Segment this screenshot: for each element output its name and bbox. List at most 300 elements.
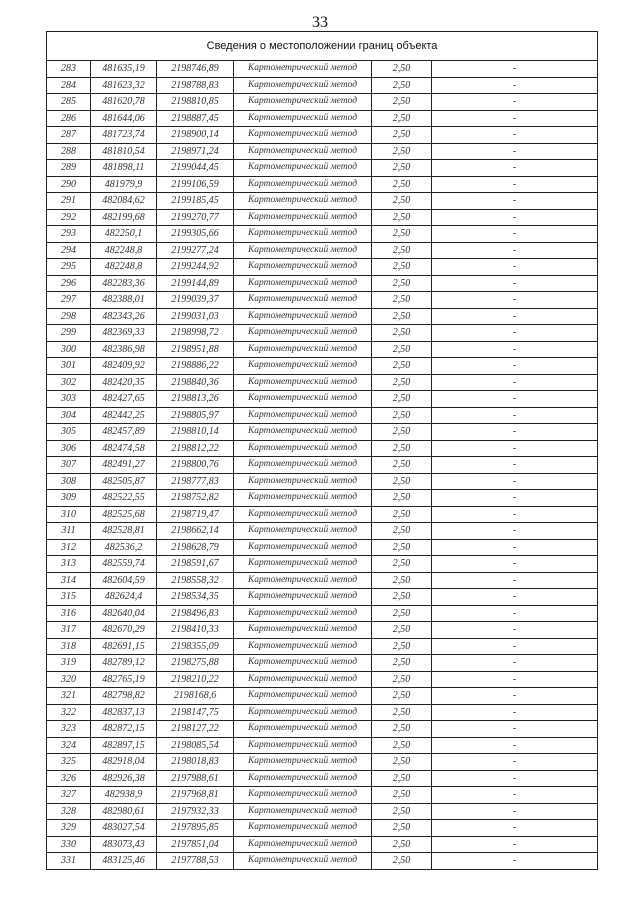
coordinate-x-cell: 482409,92 bbox=[91, 358, 157, 375]
table-row bbox=[47, 539, 598, 556]
method-cell: Картометрический метод bbox=[234, 325, 372, 342]
point-number-cell: 327 bbox=[47, 787, 91, 804]
accuracy-cell: 2,50 bbox=[372, 242, 432, 259]
coordinate-x-cell: 481620,78 bbox=[91, 94, 157, 111]
coordinate-x-cell: 482624,4 bbox=[91, 589, 157, 606]
table-row bbox=[47, 523, 598, 540]
coordinate-y-cell: 2199039,37 bbox=[157, 292, 234, 309]
table-row bbox=[47, 341, 598, 358]
method-cell: Картометрический метод bbox=[234, 259, 372, 276]
coordinate-y-cell: 2198777,83 bbox=[157, 473, 234, 490]
accuracy-cell: 2,50 bbox=[372, 787, 432, 804]
description-cell: - bbox=[432, 754, 598, 771]
table-row bbox=[47, 655, 598, 672]
accuracy-cell: 2,50 bbox=[372, 853, 432, 870]
coordinate-y-cell: 2198887,45 bbox=[157, 110, 234, 127]
description-cell: - bbox=[432, 853, 598, 870]
accuracy-cell: 2,50 bbox=[372, 523, 432, 540]
accuracy-cell: 2,50 bbox=[372, 704, 432, 721]
point-number-cell: 301 bbox=[47, 358, 91, 375]
accuracy-cell: 2,50 bbox=[372, 737, 432, 754]
coordinate-x-cell: 482248,8 bbox=[91, 259, 157, 276]
coordinate-y-cell: 2199305,66 bbox=[157, 226, 234, 243]
method-cell: Картометрический метод bbox=[234, 358, 372, 375]
table-row bbox=[47, 176, 598, 193]
coordinate-y-cell: 2197932,33 bbox=[157, 803, 234, 820]
coordinate-y-cell: 2199044,45 bbox=[157, 160, 234, 177]
point-number-cell: 288 bbox=[47, 143, 91, 160]
accuracy-cell: 2,50 bbox=[372, 61, 432, 78]
coordinate-y-cell: 2198810,85 bbox=[157, 94, 234, 111]
coordinate-y-cell: 2198558,32 bbox=[157, 572, 234, 589]
table-row bbox=[47, 292, 598, 309]
point-number-cell: 326 bbox=[47, 770, 91, 787]
method-cell: Картометрический метод bbox=[234, 572, 372, 589]
point-number-cell: 331 bbox=[47, 853, 91, 870]
table-row bbox=[47, 226, 598, 243]
description-cell: - bbox=[432, 556, 598, 573]
accuracy-cell: 2,50 bbox=[372, 308, 432, 325]
description-cell: - bbox=[432, 259, 598, 276]
coordinate-x-cell: 482084,62 bbox=[91, 193, 157, 210]
method-cell: Картометрический метод bbox=[234, 143, 372, 160]
description-cell: - bbox=[432, 622, 598, 639]
description-cell: - bbox=[432, 655, 598, 672]
point-number-cell: 309 bbox=[47, 490, 91, 507]
point-number-cell: 295 bbox=[47, 259, 91, 276]
coordinate-y-cell: 2199277,24 bbox=[157, 242, 234, 259]
description-cell: - bbox=[432, 77, 598, 94]
table-row bbox=[47, 737, 598, 754]
accuracy-cell: 2,50 bbox=[372, 275, 432, 292]
method-cell: Картометрический метод bbox=[234, 803, 372, 820]
table-row bbox=[47, 374, 598, 391]
page-number: 33 bbox=[312, 14, 328, 31]
table-row bbox=[47, 589, 598, 606]
coordinate-x-cell: 482525,68 bbox=[91, 506, 157, 523]
accuracy-cell: 2,50 bbox=[372, 176, 432, 193]
table-row bbox=[47, 770, 598, 787]
accuracy-cell: 2,50 bbox=[372, 391, 432, 408]
coordinate-y-cell: 2197788,53 bbox=[157, 853, 234, 870]
method-cell: Картометрический метод bbox=[234, 787, 372, 804]
description-cell: - bbox=[432, 539, 598, 556]
description-cell: - bbox=[432, 275, 598, 292]
description-cell: - bbox=[432, 506, 598, 523]
coordinate-y-cell: 2198662,14 bbox=[157, 523, 234, 540]
coordinate-y-cell: 2199185,45 bbox=[157, 193, 234, 210]
coordinate-y-cell: 2198127,22 bbox=[157, 721, 234, 738]
accuracy-cell: 2,50 bbox=[372, 490, 432, 507]
accuracy-cell: 2,50 bbox=[372, 803, 432, 820]
description-cell: - bbox=[432, 688, 598, 705]
coordinate-x-cell: 481979,9 bbox=[91, 176, 157, 193]
description-cell: - bbox=[432, 424, 598, 441]
coordinate-x-cell: 481723,74 bbox=[91, 127, 157, 144]
coordinate-x-cell: 482386,98 bbox=[91, 341, 157, 358]
table-row bbox=[47, 110, 598, 127]
description-cell: - bbox=[432, 61, 598, 78]
accuracy-cell: 2,50 bbox=[372, 688, 432, 705]
table-row bbox=[47, 787, 598, 804]
method-cell: Картометрический метод bbox=[234, 127, 372, 144]
description-cell: - bbox=[432, 160, 598, 177]
point-number-cell: 305 bbox=[47, 424, 91, 441]
table-row bbox=[47, 242, 598, 259]
point-number-cell: 287 bbox=[47, 127, 91, 144]
description-cell: - bbox=[432, 374, 598, 391]
coordinate-y-cell: 2198840,36 bbox=[157, 374, 234, 391]
point-number-cell: 306 bbox=[47, 440, 91, 457]
accuracy-cell: 2,50 bbox=[372, 457, 432, 474]
coordinate-x-cell: 482897,15 bbox=[91, 737, 157, 754]
table-body bbox=[47, 61, 598, 870]
point-number-cell: 329 bbox=[47, 820, 91, 837]
accuracy-cell: 2,50 bbox=[372, 655, 432, 672]
point-number-cell: 304 bbox=[47, 407, 91, 424]
coordinate-x-cell: 482559,74 bbox=[91, 556, 157, 573]
coordinate-y-cell: 2198752,82 bbox=[157, 490, 234, 507]
point-number-cell: 291 bbox=[47, 193, 91, 210]
accuracy-cell: 2,50 bbox=[372, 638, 432, 655]
point-number-cell: 289 bbox=[47, 160, 91, 177]
accuracy-cell: 2,50 bbox=[372, 292, 432, 309]
method-cell: Картометрический метод bbox=[234, 160, 372, 177]
point-number-cell: 308 bbox=[47, 473, 91, 490]
point-number-cell: 322 bbox=[47, 704, 91, 721]
accuracy-cell: 2,50 bbox=[372, 209, 432, 226]
method-cell: Картометрический метод bbox=[234, 638, 372, 655]
coordinate-y-cell: 2198719,47 bbox=[157, 506, 234, 523]
table-row bbox=[47, 836, 598, 853]
table-row bbox=[47, 457, 598, 474]
description-cell: - bbox=[432, 605, 598, 622]
accuracy-cell: 2,50 bbox=[372, 259, 432, 276]
description-cell: - bbox=[432, 589, 598, 606]
table-row bbox=[47, 193, 598, 210]
accuracy-cell: 2,50 bbox=[372, 226, 432, 243]
description-cell: - bbox=[432, 209, 598, 226]
point-number-cell: 319 bbox=[47, 655, 91, 672]
method-cell: Картометрический метод bbox=[234, 820, 372, 837]
boundary-table-container bbox=[46, 31, 597, 870]
table-row bbox=[47, 160, 598, 177]
point-number-cell: 302 bbox=[47, 374, 91, 391]
table-row bbox=[47, 94, 598, 111]
coordinate-y-cell: 2198147,75 bbox=[157, 704, 234, 721]
accuracy-cell: 2,50 bbox=[372, 539, 432, 556]
coordinate-x-cell: 482798,82 bbox=[91, 688, 157, 705]
table-row bbox=[47, 61, 598, 78]
point-number-cell: 325 bbox=[47, 754, 91, 771]
description-cell: - bbox=[432, 226, 598, 243]
point-number-cell: 330 bbox=[47, 836, 91, 853]
table-row bbox=[47, 209, 598, 226]
point-number-cell: 324 bbox=[47, 737, 91, 754]
coordinate-y-cell: 2198628,79 bbox=[157, 539, 234, 556]
coordinate-y-cell: 2198591,67 bbox=[157, 556, 234, 573]
description-cell: - bbox=[432, 671, 598, 688]
coordinate-x-cell: 483125,46 bbox=[91, 853, 157, 870]
method-cell: Картометрический метод bbox=[234, 770, 372, 787]
coordinate-y-cell: 2198355,09 bbox=[157, 638, 234, 655]
point-number-cell: 284 bbox=[47, 77, 91, 94]
method-cell: Картометрический метод bbox=[234, 275, 372, 292]
coordinate-y-cell: 2198018,83 bbox=[157, 754, 234, 771]
method-cell: Картометрический метод bbox=[234, 622, 372, 639]
table-row bbox=[47, 275, 598, 292]
table-row bbox=[47, 820, 598, 837]
method-cell: Картометрический метод bbox=[234, 61, 372, 78]
table-row bbox=[47, 424, 598, 441]
method-cell: Картометрический метод bbox=[234, 523, 372, 540]
accuracy-cell: 2,50 bbox=[372, 754, 432, 771]
description-cell: - bbox=[432, 803, 598, 820]
table-row bbox=[47, 671, 598, 688]
point-number-cell: 300 bbox=[47, 341, 91, 358]
point-number-cell: 312 bbox=[47, 539, 91, 556]
table-row bbox=[47, 638, 598, 655]
coordinate-y-cell: 2198805,97 bbox=[157, 407, 234, 424]
coordinate-x-cell: 482872,15 bbox=[91, 721, 157, 738]
coordinate-y-cell: 2198534,35 bbox=[157, 589, 234, 606]
point-number-cell: 286 bbox=[47, 110, 91, 127]
coordinate-x-cell: 482283,36 bbox=[91, 275, 157, 292]
point-number-cell: 298 bbox=[47, 308, 91, 325]
coordinate-x-cell: 482474,58 bbox=[91, 440, 157, 457]
accuracy-cell: 2,50 bbox=[372, 473, 432, 490]
method-cell: Картометрический метод bbox=[234, 77, 372, 94]
point-number-cell: 297 bbox=[47, 292, 91, 309]
coordinate-x-cell: 482604,59 bbox=[91, 572, 157, 589]
table-row bbox=[47, 127, 598, 144]
coordinate-x-cell: 481810,54 bbox=[91, 143, 157, 160]
method-cell: Картометрический метод bbox=[234, 473, 372, 490]
accuracy-cell: 2,50 bbox=[372, 77, 432, 94]
coordinate-y-cell: 2198998,72 bbox=[157, 325, 234, 342]
accuracy-cell: 2,50 bbox=[372, 671, 432, 688]
point-number-cell: 283 bbox=[47, 61, 91, 78]
coordinate-x-cell: 482369,33 bbox=[91, 325, 157, 342]
table-row bbox=[47, 721, 598, 738]
table-row bbox=[47, 440, 598, 457]
coordinate-y-cell: 2197895,85 bbox=[157, 820, 234, 837]
method-cell: Картометрический метод bbox=[234, 374, 372, 391]
coordinate-x-cell: 482789,12 bbox=[91, 655, 157, 672]
table-row bbox=[47, 704, 598, 721]
point-number-cell: 292 bbox=[47, 209, 91, 226]
accuracy-cell: 2,50 bbox=[372, 325, 432, 342]
table-row bbox=[47, 358, 598, 375]
point-number-cell: 299 bbox=[47, 325, 91, 342]
table-row bbox=[47, 259, 598, 276]
coordinate-x-cell: 482522,55 bbox=[91, 490, 157, 507]
coordinate-x-cell: 482640,04 bbox=[91, 605, 157, 622]
coordinate-y-cell: 2198496,83 bbox=[157, 605, 234, 622]
table-row bbox=[47, 490, 598, 507]
method-cell: Картометрический метод bbox=[234, 341, 372, 358]
point-number-cell: 293 bbox=[47, 226, 91, 243]
coordinate-y-cell: 2198812,22 bbox=[157, 440, 234, 457]
accuracy-cell: 2,50 bbox=[372, 572, 432, 589]
coordinate-x-cell: 482938,9 bbox=[91, 787, 157, 804]
coordinate-x-cell: 482457,89 bbox=[91, 424, 157, 441]
accuracy-cell: 2,50 bbox=[372, 374, 432, 391]
coordinate-y-cell: 2199244,92 bbox=[157, 259, 234, 276]
coordinate-y-cell: 2198275,88 bbox=[157, 655, 234, 672]
point-number-cell: 321 bbox=[47, 688, 91, 705]
method-cell: Картометрический метод bbox=[234, 407, 372, 424]
accuracy-cell: 2,50 bbox=[372, 721, 432, 738]
table-row bbox=[47, 688, 598, 705]
description-cell: - bbox=[432, 341, 598, 358]
table-row bbox=[47, 803, 598, 820]
description-cell: - bbox=[432, 721, 598, 738]
accuracy-cell: 2,50 bbox=[372, 407, 432, 424]
coordinate-y-cell: 2197988,61 bbox=[157, 770, 234, 787]
coordinate-x-cell: 482670,29 bbox=[91, 622, 157, 639]
description-cell: - bbox=[432, 127, 598, 144]
coordinate-x-cell: 482343,26 bbox=[91, 308, 157, 325]
method-cell: Картометрический метод bbox=[234, 440, 372, 457]
method-cell: Картометрический метод bbox=[234, 655, 372, 672]
accuracy-cell: 2,50 bbox=[372, 440, 432, 457]
coordinate-x-cell: 482691,15 bbox=[91, 638, 157, 655]
description-cell: - bbox=[432, 836, 598, 853]
coordinate-x-cell: 481623,32 bbox=[91, 77, 157, 94]
accuracy-cell: 2,50 bbox=[372, 605, 432, 622]
coordinate-x-cell: 482926,38 bbox=[91, 770, 157, 787]
coordinate-x-cell: 482491,27 bbox=[91, 457, 157, 474]
accuracy-cell: 2,50 bbox=[372, 127, 432, 144]
description-cell: - bbox=[432, 820, 598, 837]
table-row bbox=[47, 572, 598, 589]
description-cell: - bbox=[432, 407, 598, 424]
accuracy-cell: 2,50 bbox=[372, 110, 432, 127]
description-cell: - bbox=[432, 523, 598, 540]
method-cell: Картометрический метод bbox=[234, 424, 372, 441]
method-cell: Картометрический метод bbox=[234, 242, 372, 259]
table-row bbox=[47, 754, 598, 771]
description-cell: - bbox=[432, 358, 598, 375]
accuracy-cell: 2,50 bbox=[372, 820, 432, 837]
method-cell: Картометрический метод bbox=[234, 688, 372, 705]
coordinate-y-cell: 2198746,89 bbox=[157, 61, 234, 78]
table-row bbox=[47, 325, 598, 342]
method-cell: Картометрический метод bbox=[234, 506, 372, 523]
coordinate-y-cell: 2198168,6 bbox=[157, 688, 234, 705]
table-row bbox=[47, 77, 598, 94]
method-cell: Картометрический метод bbox=[234, 490, 372, 507]
description-cell: - bbox=[432, 572, 598, 589]
point-number-cell: 307 bbox=[47, 457, 91, 474]
method-cell: Картометрический метод bbox=[234, 737, 372, 754]
table-row bbox=[47, 556, 598, 573]
method-cell: Картометрический метод bbox=[234, 292, 372, 309]
accuracy-cell: 2,50 bbox=[372, 589, 432, 606]
coordinate-x-cell: 482765,19 bbox=[91, 671, 157, 688]
table-row bbox=[47, 143, 598, 160]
description-cell: - bbox=[432, 704, 598, 721]
coordinate-y-cell: 2198813,26 bbox=[157, 391, 234, 408]
coordinate-y-cell: 2198085,54 bbox=[157, 737, 234, 754]
point-number-cell: 328 bbox=[47, 803, 91, 820]
coordinate-x-cell: 482442,25 bbox=[91, 407, 157, 424]
method-cell: Картометрический метод bbox=[234, 671, 372, 688]
table-row bbox=[47, 605, 598, 622]
description-cell: - bbox=[432, 457, 598, 474]
coordinate-x-cell: 482837,13 bbox=[91, 704, 157, 721]
table-row bbox=[47, 308, 598, 325]
table-row bbox=[47, 391, 598, 408]
point-number-cell: 323 bbox=[47, 721, 91, 738]
point-number-cell: 290 bbox=[47, 176, 91, 193]
point-number-cell: 320 bbox=[47, 671, 91, 688]
coordinate-y-cell: 2198810,14 bbox=[157, 424, 234, 441]
method-cell: Картометрический метод bbox=[234, 226, 372, 243]
table-row bbox=[47, 473, 598, 490]
accuracy-cell: 2,50 bbox=[372, 94, 432, 111]
coordinate-x-cell: 482248,8 bbox=[91, 242, 157, 259]
description-cell: - bbox=[432, 292, 598, 309]
table-row bbox=[47, 407, 598, 424]
coordinate-y-cell: 2198900,14 bbox=[157, 127, 234, 144]
method-cell: Картометрический метод bbox=[234, 754, 372, 771]
coordinate-y-cell: 2198971,24 bbox=[157, 143, 234, 160]
point-number-cell: 316 bbox=[47, 605, 91, 622]
coordinate-x-cell: 482980,61 bbox=[91, 803, 157, 820]
point-number-cell: 313 bbox=[47, 556, 91, 573]
description-cell: - bbox=[432, 490, 598, 507]
accuracy-cell: 2,50 bbox=[372, 193, 432, 210]
method-cell: Картометрический метод bbox=[234, 556, 372, 573]
method-cell: Картометрический метод bbox=[234, 704, 372, 721]
coordinate-y-cell: 2198410,33 bbox=[157, 622, 234, 639]
coordinate-x-cell: 482505,87 bbox=[91, 473, 157, 490]
coordinate-x-cell: 482528,81 bbox=[91, 523, 157, 540]
coordinate-y-cell: 2198210,22 bbox=[157, 671, 234, 688]
method-cell: Картометрический метод bbox=[234, 176, 372, 193]
point-number-cell: 314 bbox=[47, 572, 91, 589]
coordinate-x-cell: 482199,68 bbox=[91, 209, 157, 226]
coordinate-y-cell: 2197968,81 bbox=[157, 787, 234, 804]
coordinate-x-cell: 483027,54 bbox=[91, 820, 157, 837]
coordinate-y-cell: 2199106,59 bbox=[157, 176, 234, 193]
method-cell: Картометрический метод bbox=[234, 589, 372, 606]
method-cell: Картометрический метод bbox=[234, 94, 372, 111]
coordinate-y-cell: 2199144,89 bbox=[157, 275, 234, 292]
point-number-cell: 294 bbox=[47, 242, 91, 259]
method-cell: Картометрический метод bbox=[234, 193, 372, 210]
coordinate-x-cell: 482427,65 bbox=[91, 391, 157, 408]
table-row bbox=[47, 853, 598, 870]
description-cell: - bbox=[432, 440, 598, 457]
coordinate-y-cell: 2198800,76 bbox=[157, 457, 234, 474]
coordinate-y-cell: 2197851,04 bbox=[157, 836, 234, 853]
accuracy-cell: 2,50 bbox=[372, 424, 432, 441]
method-cell: Картометрический метод bbox=[234, 605, 372, 622]
coordinate-y-cell: 2199270,77 bbox=[157, 209, 234, 226]
coordinate-y-cell: 2198886,22 bbox=[157, 358, 234, 375]
description-cell: - bbox=[432, 737, 598, 754]
description-cell: - bbox=[432, 110, 598, 127]
accuracy-cell: 2,50 bbox=[372, 556, 432, 573]
point-number-cell: 296 bbox=[47, 275, 91, 292]
accuracy-cell: 2,50 bbox=[372, 358, 432, 375]
accuracy-cell: 2,50 bbox=[372, 341, 432, 358]
coordinate-x-cell: 481644,06 bbox=[91, 110, 157, 127]
method-cell: Картометрический метод bbox=[234, 457, 372, 474]
